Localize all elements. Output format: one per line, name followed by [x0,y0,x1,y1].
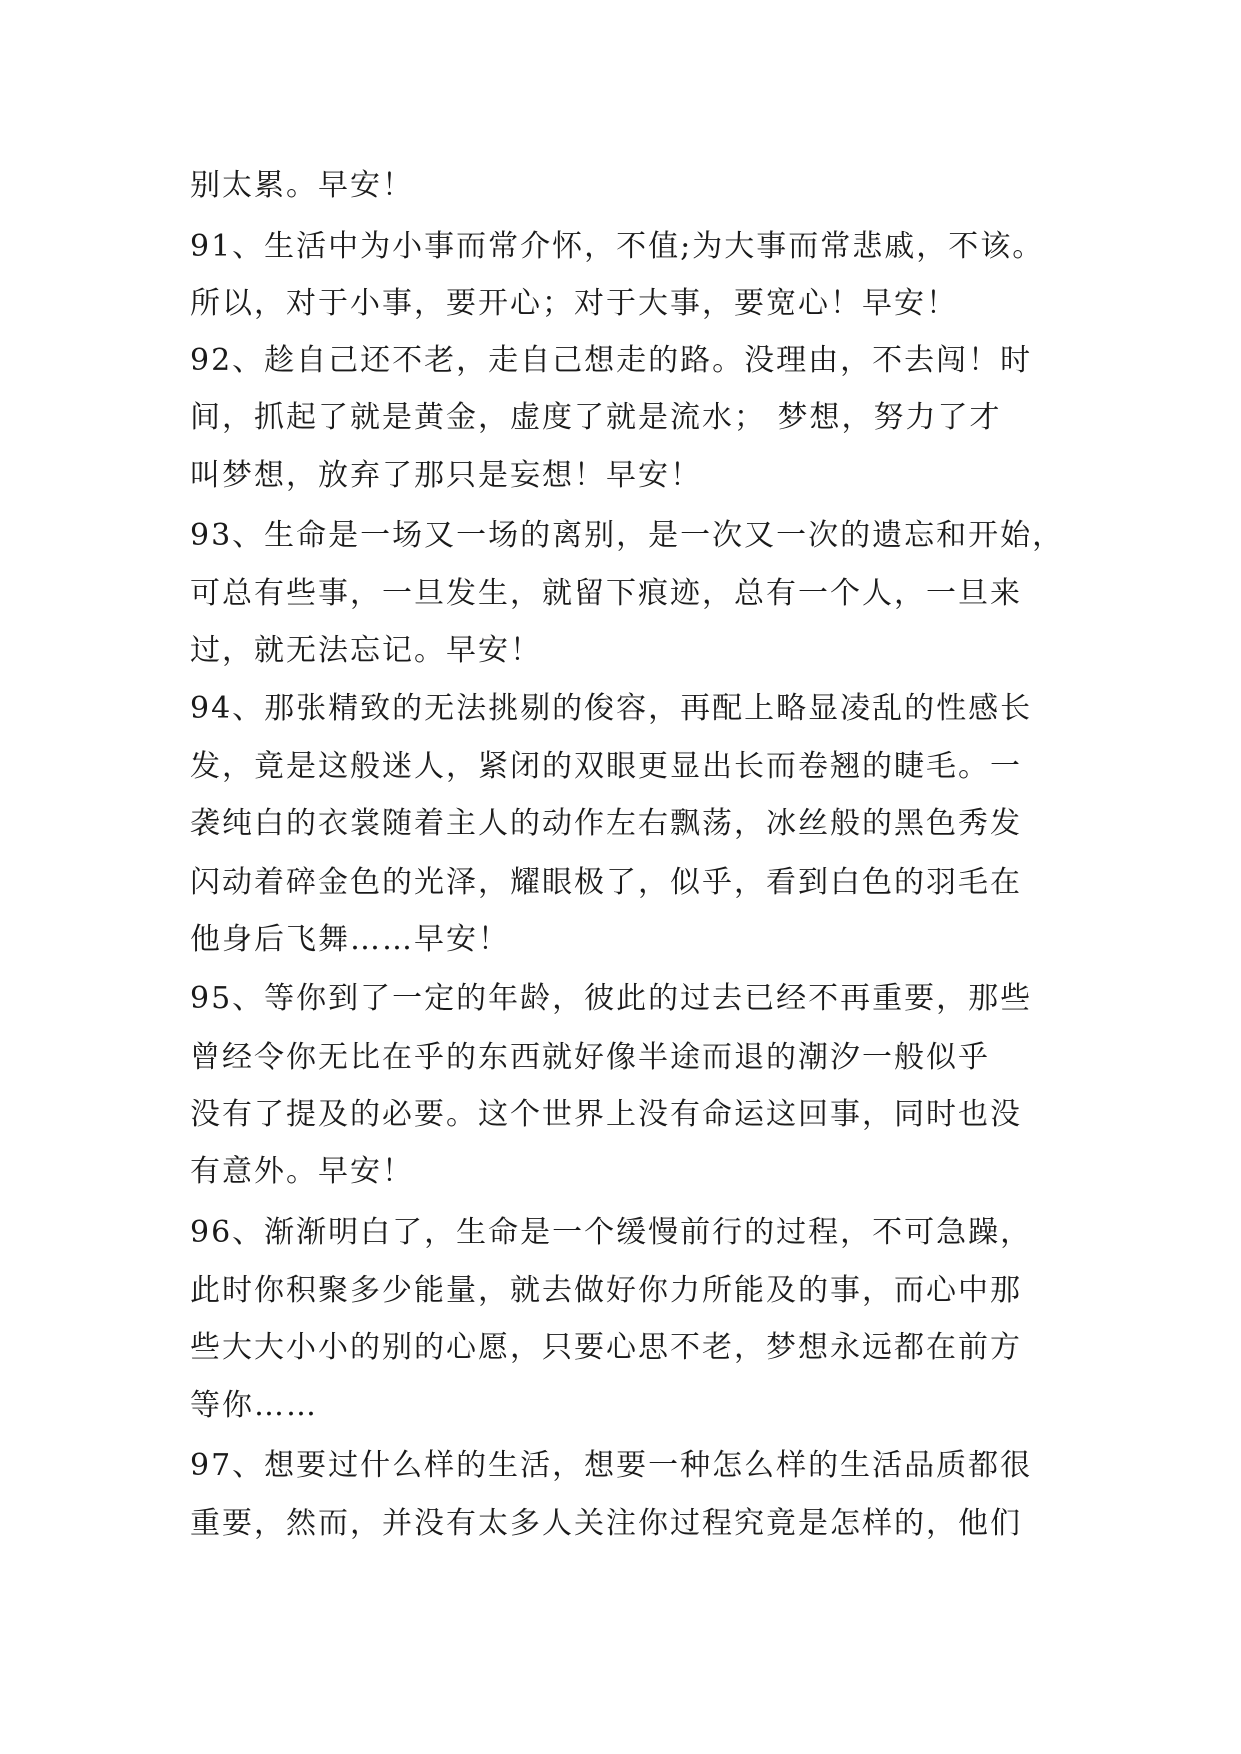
text-line: 间，抓起了就是黄金，虚度了就是流水； 梦想，努力了才 [190,400,1002,435]
text-line: 他身后飞舞……早安！ [190,922,510,957]
text-line: 没有了提及的必要。这个世界上没有命运这回事，同时也没 [190,1097,1022,1132]
text-line: 等你…… [190,1388,318,1423]
text-line: 93、生命是一场又一场的离别，是一次又一次的遗忘和开始， [190,518,1065,553]
text-line: 可总有些事，一旦发生，就留下痕迹，总有一个人，一旦来 [190,576,1022,611]
text-line: 叫梦想，放弃了那只是妄想！早安！ [190,458,702,493]
text-line: 发，竟是这般迷人，紧闭的双眼更显出长而卷翘的睫毛。一 [190,749,1022,784]
text-line: 闪动着碎金色的光泽，耀眼极了，似乎，看到白色的羽毛在 [190,865,1022,900]
text-line: 些大大小小的别的心愿，只要心思不老，梦想永远都在前方 [190,1330,1022,1365]
text-line: 别太累。早安！ [190,168,414,203]
text-line: 92、趁自己还不老，走自己想走的路。没理由，不去闯！时 [190,343,1033,378]
text-line: 97、想要过什么样的生活，想要一种怎么样的生活品质都很 [190,1448,1033,1483]
text-line: 重要，然而，并没有太多人关注你过程究竟是怎样的，他们 [190,1506,1022,1541]
text-line: 95、等你到了一定的年龄，彼此的过去已经不再重要，那些 [190,981,1033,1016]
text-line: 有意外。早安！ [190,1154,414,1189]
text-line: 94、那张精致的无法挑剔的俊容，再配上略显凌乱的性感长 [190,691,1033,726]
text-line: 96、渐渐明白了，生命是一个缓慢前行的过程，不可急躁， [190,1215,1033,1250]
text-line: 袭纯白的衣裳随着主人的动作左右飘荡，冰丝般的黑色秀发 [190,806,1022,841]
text-line: 所以，对于小事，要开心；对于大事，要宽心！早安！ [190,286,958,321]
text-line: 91、生活中为小事而常介怀，不值;为大事而常悲戚，不该。 [190,229,1045,264]
text-line: 曾经令你无比在乎的东西就好像半途而退的潮汐一般似乎 [190,1040,990,1075]
text-line: 此时你积聚多少能量，就去做好你力所能及的事，而心中那 [190,1273,1022,1308]
text-line: 过，就无法忘记。早安！ [190,633,542,668]
